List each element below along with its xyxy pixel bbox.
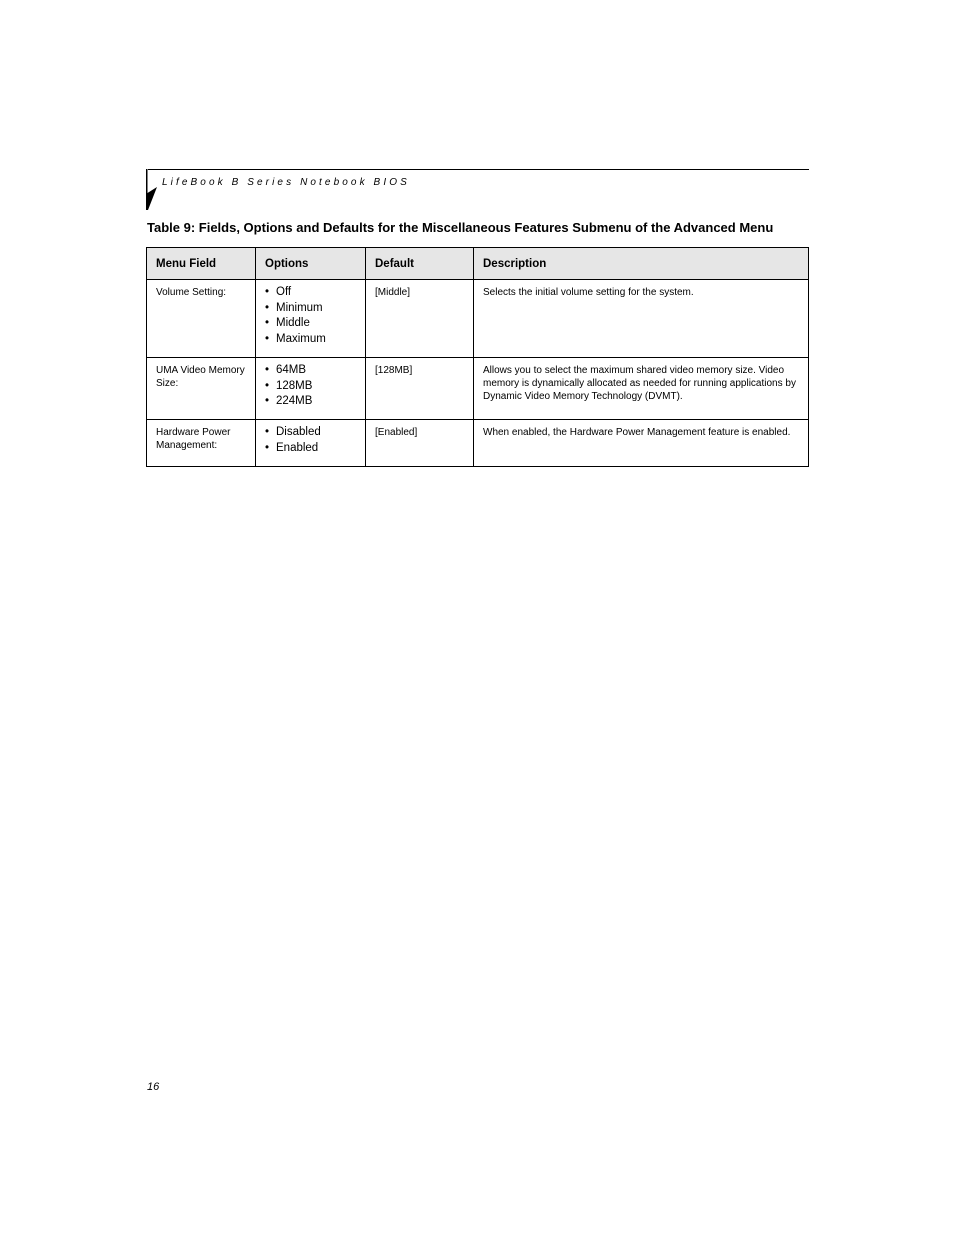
options-cell (256, 280, 366, 358)
option-item: • 64MB (265, 364, 307, 376)
header-rule (148, 169, 809, 170)
option-item: • 128MB (265, 379, 313, 392)
table-row (147, 420, 809, 467)
menu-field-cell: UMA Video Memory Size: (147, 358, 256, 420)
menu-field-cell: Hardware Power Management: (147, 420, 256, 467)
settings-table (146, 247, 809, 467)
option-item: • Middle (265, 317, 310, 330)
header-tab-mark (146, 169, 158, 210)
header-options: Options (256, 248, 366, 280)
description-cell: Selects the initial volume setting for the system. (474, 280, 809, 358)
description-cell: When enabled, the Hardware Power Management feature is enabled. (474, 420, 809, 467)
running-head: LifeBook B Series Notebook BIOS (162, 177, 410, 188)
default-cell: [Middle] (366, 280, 474, 358)
header-menu-field: Menu Field (147, 248, 256, 280)
page-number: 16 (147, 1081, 160, 1093)
table-header-row (147, 248, 809, 280)
option-item: • Off (265, 286, 292, 298)
option-item: • 224MB (265, 395, 313, 408)
default-cell: [128MB] (366, 358, 474, 420)
table-title: Table 9: Fields, Options and Defaults for the Miscellaneous Features Submenu of the Advanced Menu (147, 220, 774, 235)
menu-field-cell: Volume Setting: (147, 280, 256, 358)
option-item: • Maximum (265, 332, 326, 345)
description-cell: Allows you to select the maximum shared video memory size. Video memory is dynamically allocated as needed for running applications by Dynamic Video Memory Technology (DVMT). (474, 358, 809, 420)
default-cell: [Enabled] (366, 420, 474, 467)
table-row (147, 358, 809, 420)
option-item: • Enabled (265, 441, 319, 454)
option-item: • Disabled (265, 426, 321, 438)
option-item: • Minimum (265, 301, 323, 314)
header-description: Description (474, 248, 809, 280)
options-cell (256, 358, 366, 420)
table-row (147, 280, 809, 358)
header-default: Default (366, 248, 474, 280)
options-cell (256, 420, 366, 467)
